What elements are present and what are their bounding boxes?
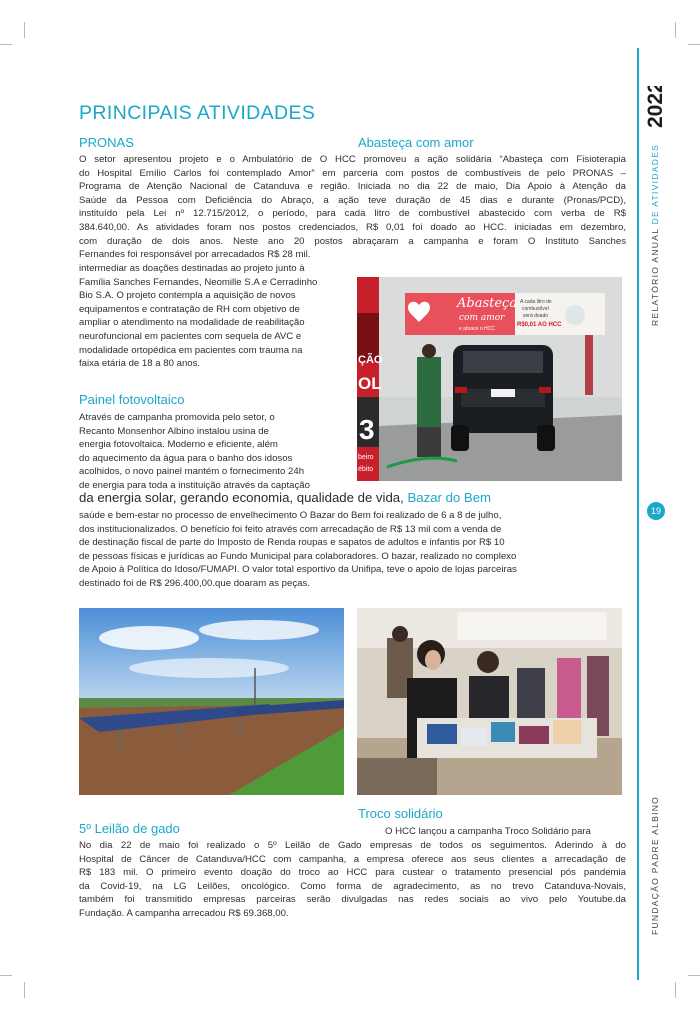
text-line: Recanto Monsenhor Albino instalou usina de	[79, 425, 269, 437]
text-line: faixa etária de 18 a 80 anos.	[79, 358, 201, 370]
year-logo	[640, 86, 674, 130]
pump-label: OL	[358, 374, 382, 393]
crop-mark	[688, 975, 700, 976]
text-line: de destinação fiscal de parte do Imposto de Renda roupas e sapatos de adultos e infantis por R$ 10	[79, 537, 505, 549]
side-foundation: FUNDAÇÃO PADRE ALBINO	[650, 795, 660, 935]
bazar-photo	[357, 608, 622, 795]
year-badge	[640, 86, 674, 130]
text-line: saúde e bem-estar no processo de envelhecimento O Bazar do Bem foi realizado de 6 a 8 de julho,	[79, 510, 502, 521]
page-title: PRINCIPAIS ATIVIDADES	[79, 102, 316, 124]
year-text: 2022	[644, 86, 667, 128]
sidebar-rule	[637, 48, 639, 980]
pump-label: beiro	[358, 454, 374, 461]
banner-tagline: e abrace o HCC	[459, 326, 495, 332]
text-line: R$ 183 mil. O primeiro evento doação do troco ao HCC para custear o tratamento presencial pós pandemia	[79, 867, 626, 879]
page-number: 19	[650, 506, 661, 516]
crop-mark	[675, 982, 676, 998]
text-line: Bio S.A. O projeto contempla a aquisição de novos	[79, 290, 296, 302]
banner-info: R$0,01 AO HCC	[517, 322, 562, 328]
text-line: de energia para toda a instituição através da captação	[79, 479, 310, 491]
pump-label: ÇÃO	[358, 354, 383, 366]
text-line: instituído pela Lei nº 12.715/2012, o período, para cada litro de combustível abastecido com verba de R$	[79, 208, 626, 220]
text-line: Fernandes foi responsável por arrecadados R$ 28 mil.	[79, 249, 311, 261]
text-line: 384.640,00. As atividades foram nos postos credenciados, R$ 0,01 foi doado ao HCC. iniciadas em dezembro,	[79, 221, 626, 233]
text-line: Saúde da Pessoa com Deficiência do Abraço, a ação teve duração de 45 dias e durante (Pronas/PCD),	[79, 194, 626, 206]
crop-mark	[24, 982, 25, 998]
crop-mark	[0, 44, 12, 45]
bazar-body	[79, 509, 599, 591]
solar-panels-photo	[79, 608, 344, 795]
banner-info: será doado	[523, 313, 549, 319]
pronas-body-column	[79, 262, 351, 371]
troco-heading: Troco solidário	[358, 806, 443, 821]
crop-mark	[675, 22, 676, 38]
text-line: dos institucionalizados. O benefício foi feito através com arrecadação de R$ 13 mil com a venda de	[79, 523, 502, 535]
text-line: de Apoio à Política do Idoso/FUMAPI. O valor total esportivo da Unifipa, teve o apoio de lojas parceiras	[79, 564, 517, 576]
text-line: Hospital de Câncer de Catanduva/HCC com campanha, a empresa oferece aos seus clientes a arrecadação de	[79, 853, 626, 865]
banner-title: Abasteça	[457, 296, 518, 311]
text-line: neurofuncional em pacientes com sequela de AVC e	[79, 330, 302, 342]
text-line: equipamentos e contratação de RH com objetivo de	[79, 303, 300, 315]
leilao-body	[79, 839, 626, 921]
text-line: também foi transmitido empresas parceiras serão divulgadas nas redes sociais ao vivo pelo Youtube.da	[79, 894, 626, 906]
text-line: ampliar o atendimento na modalidade de reabilitação	[79, 317, 305, 329]
text-line: do aquecimento da água para o banho dos idosos	[79, 452, 293, 464]
crop-mark	[24, 22, 25, 38]
leilao-heading: 5º Leilão de gado	[79, 821, 180, 836]
pump-label: ébito	[358, 466, 374, 473]
crop-mark	[688, 44, 700, 45]
side-report-title: RELATÓRIO ANUAL DE ATIVIDADES	[650, 143, 660, 326]
painel-body	[79, 411, 351, 493]
text-line: modalidade ortopédica em pacientes com trauma na	[79, 344, 303, 356]
pronas-heading: PRONAS	[79, 135, 134, 150]
text-line: energia fotovoltaica. Moderno e eficiente, além	[79, 439, 278, 451]
text-line: O setor apresentou projeto e o Ambulatório de O HCC promoveu a ação solidária “Abasteça com Fisioterapia	[79, 154, 626, 165]
text-line: intermediar as doações destinadas ao projeto junto à	[79, 263, 305, 274]
banner-info: A cada litro de	[520, 299, 552, 305]
bazar-heading: Bazar do Bem	[407, 490, 492, 505]
text-line: da Covid-19, na LG Leilões, oncológico. Como forma de agradecimento, as no trevo Catanduva-Novais,	[79, 880, 626, 892]
troco-first-line: O HCC lançou a campanha Troco Solidário para	[385, 826, 591, 837]
text-line: acolhidos, o novo painel mantém o fornecimento 24h	[79, 466, 305, 478]
banner-subtitle: com amor	[459, 313, 505, 323]
text-line: Fundação. A campanha arrecadou R$ 69.368,00.	[79, 907, 289, 919]
banner-info: combustível	[522, 306, 549, 312]
text-line: do Hospital Emílio Carlos foi contemplado Amor” em parceria com postos de combustíveis de pelo PRONAS –	[79, 167, 626, 179]
text-line: Através de campanha promovida pelo setor, o	[79, 412, 275, 423]
pronas-body	[79, 153, 626, 262]
painel-big-line: da energia solar, gerando economia, qualidade de vida, Bazar do Bem	[79, 490, 492, 505]
text-line: destinado foi de R$ 296.400,00.que doaram as peças.	[79, 577, 310, 589]
text-line: Família Sanches Fernandes, Neomille S.A e Cerradinho	[79, 276, 318, 288]
gas-station-photo	[357, 277, 622, 481]
text-line: de pessoas físicas e jurídicas ao Fundo Municipal para colaboradores. O bazar, realizado no complexo	[79, 550, 517, 562]
pump-label: 3	[359, 414, 375, 445]
text-line: Programa de Atenção Nacional de Catanduva e região. Iniciada no dia 22 de maio, Dia Apoio à Atenção da	[79, 181, 626, 193]
text-line: No dia 22 de maio foi realizado o 5º Leilão de Gado empresas de todos os seguimentos. Aderindo à do	[79, 840, 626, 851]
text-line: com duração de dois anos. Neste ano 20 postos abraçaram a campanha e foram O Instituto Sanches	[79, 235, 626, 247]
abasteca-heading: Abasteça com amor	[358, 135, 474, 150]
crop-mark	[0, 975, 12, 976]
painel-heading: Painel fotovoltaico	[79, 392, 185, 407]
page-number-badge	[647, 502, 665, 520]
